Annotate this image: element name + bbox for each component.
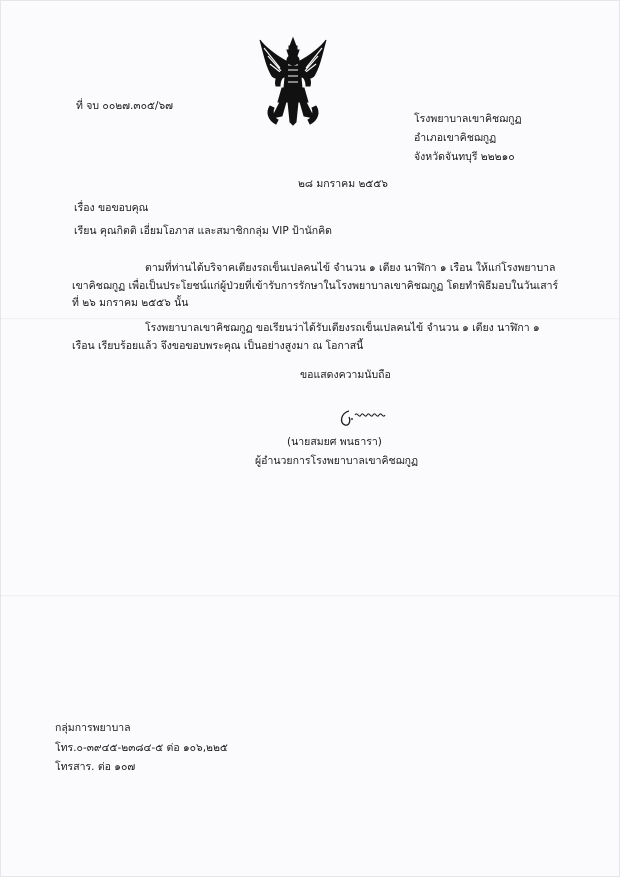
letter-date: ๒๘ มกราคม ๒๕๕๖ [298,178,388,190]
footer-phone: โทร.๐-๓๙๔๕-๒๓๘๔-๕ ต่อ ๑๐๖,๒๒๕ [55,742,228,754]
sender-district: อำเภอเขาคิชฌกูฏ [414,132,497,144]
sender-province: จังหวัดจันทบุรี ๒๒๒๑๐ [414,151,515,163]
body-paragraph-1-line-2: เขาคิชฌกูฏ เพื่อเป็นประโยชน์แก่ผู้ป่วยที่เข้ารับการรักษาในโรงพยาบาลเขาคิชฌกูฏ โดยทำพิธีมอบในวันเสาร์ [72,280,559,292]
footer-department: กลุ่มการพยาบาล [55,722,131,734]
footer-fax: โทรสาร. ต่อ ๑๐๗ [55,761,136,773]
body-paragraph-1-line-1: ตามที่ท่านได้บริจาคเตียงรถเข็นเปลคนไข้ จำนวน ๑ เตียง นาฬิกา ๑ เรือน ให้แก่โรงพยาบาล [145,262,556,274]
sender-name: โรงพยาบาลเขาคิชฌกูฏ [414,113,522,125]
paper-fold [0,595,620,597]
letter-recipient: เรียน คุณกิตติ เอี่ยมโอภาส และสมาชิกกลุ่ม VIP ป้านักคิด [74,225,332,237]
signer-name: (นายสมยศ พนธารา) [287,436,382,448]
body-paragraph-2-line-1: โรงพยาบาลเขาคิชฌกูฏ ขอเรียนว่าได้รับเตียงรถเข็นเปลคนไข้ จำนวน ๑ เตียง นาฬิกา ๑ [145,322,540,334]
signature-icon [335,405,395,429]
body-paragraph-1-line-3: ที่ ๒๖ มกราคม ๒๕๕๖ นั้น [72,297,189,309]
signer-title: ผู้อำนวยการโรงพยาบาลเขาคิชฌกูฏ [255,455,419,467]
reference-number: ที่ จบ ๐๐๒๗.๓๐๕/๖๗ [76,100,174,112]
letter-subject: เรื่อง ขอขอบคุณ [74,202,149,214]
garuda-emblem-icon [258,36,328,126]
closing-phrase: ขอแสดงความนับถือ [300,369,391,381]
paper-fold [0,318,620,320]
body-paragraph-2-line-2: เรือน เรียบร้อยแล้ว จึงขอขอบพระคุณ เป็นอย่างสูงมา ณ โอกาสนี้ [72,340,364,352]
